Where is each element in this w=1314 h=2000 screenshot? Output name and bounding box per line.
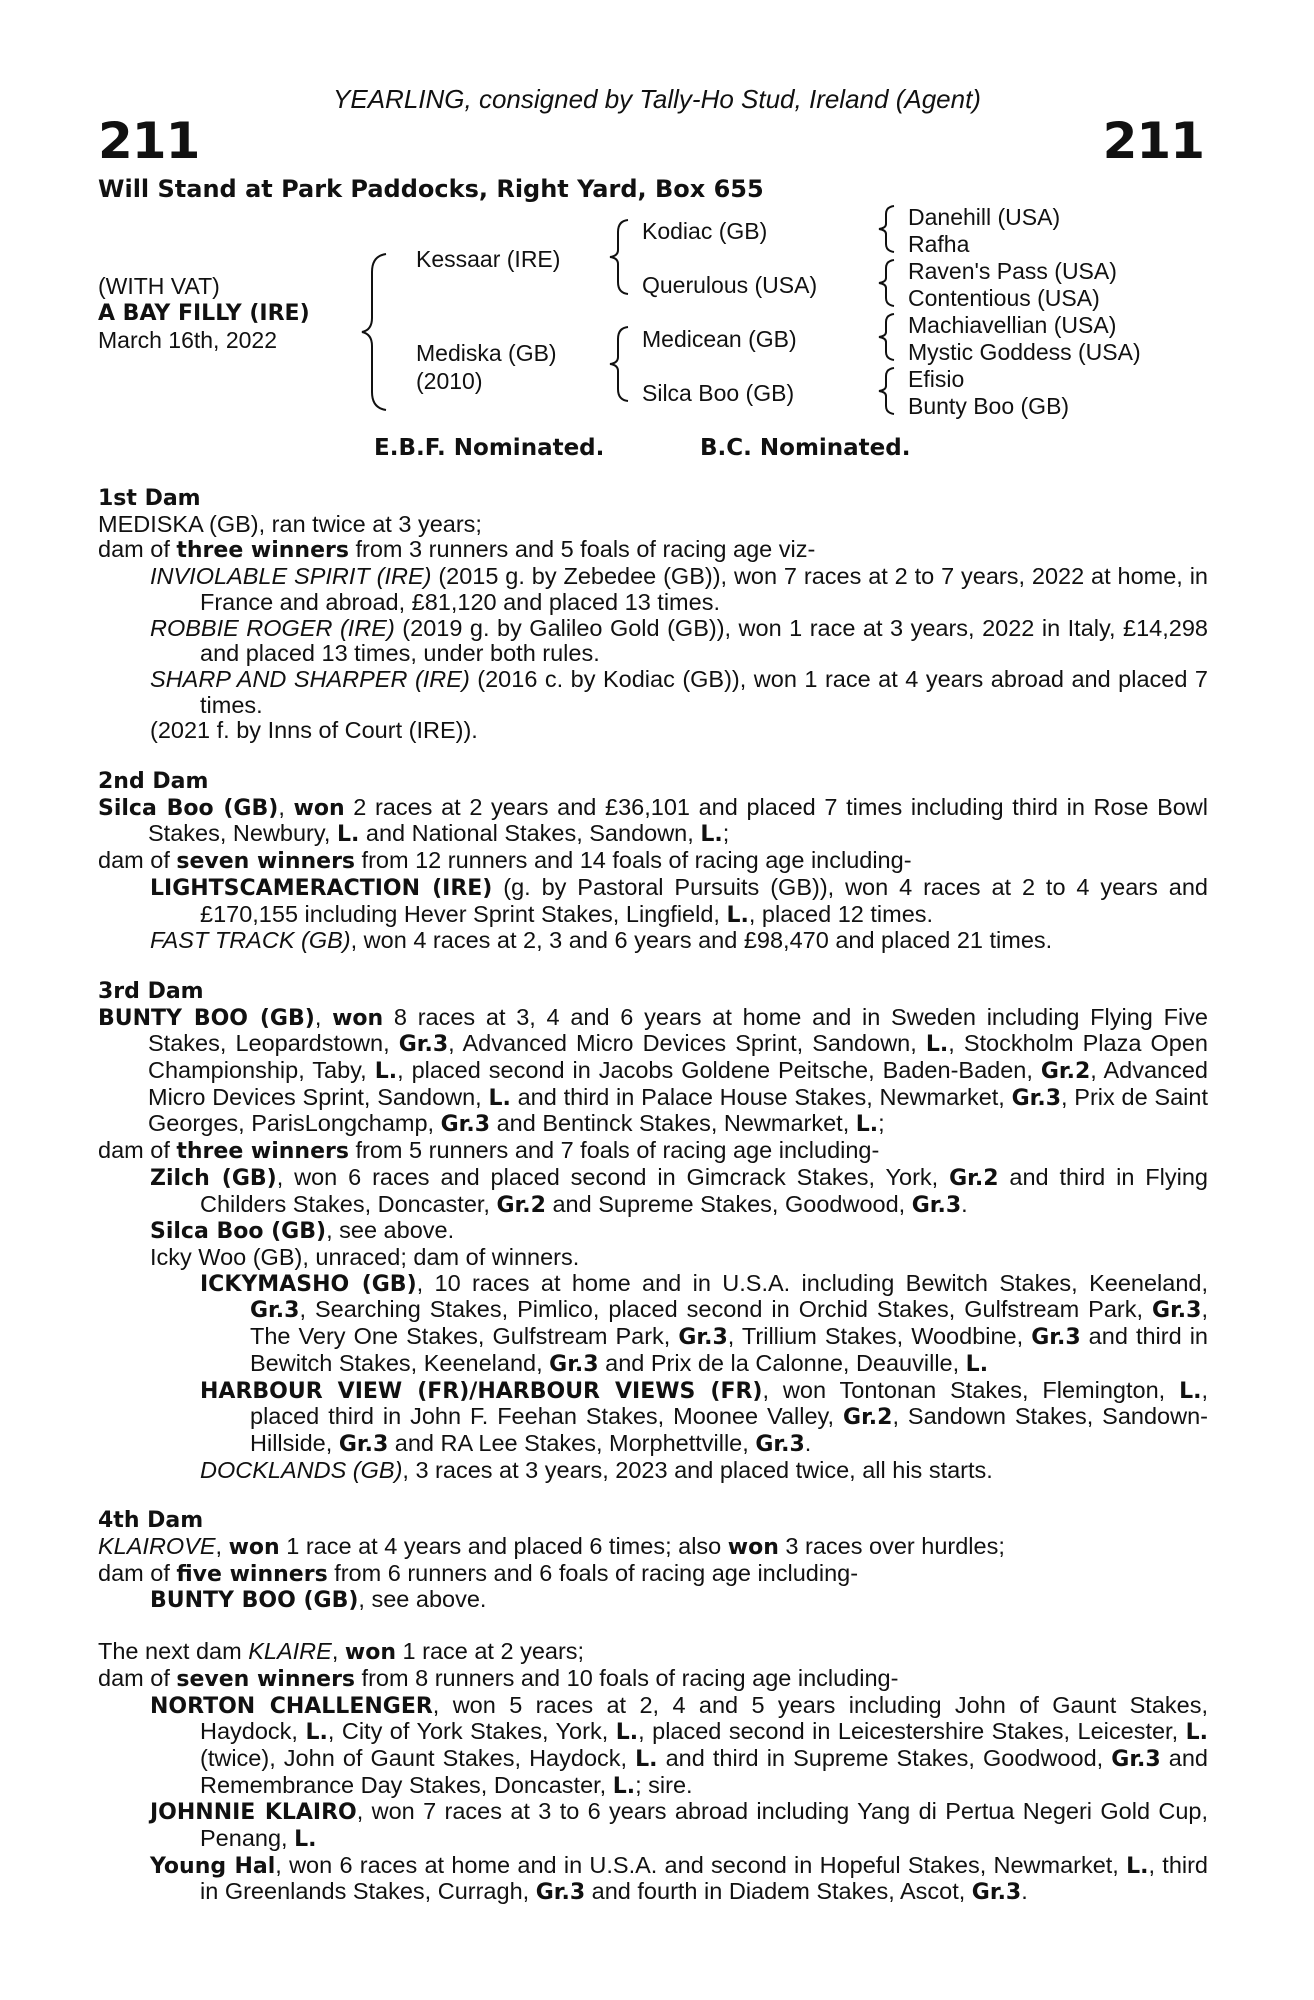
nextdam-produce: NORTON CHALLENGER, won 5 races at 2, 4 and 5 years including John of Gaunt Stakes, Haydock, L., City of York Stakes, York, L., placed second in Leicestershire Stakes, Leicester, L. (twice), John of Gaunt Stakes, Haydock, L. and third in Supreme Stakes, Goodwood, Gr.3 and Remembrance Day Stakes, Doncaster, L.; sire. bbox=[150, 1691, 1209, 1799]
nextdam-produce: Young Hal, won 6 races at home and in U.S.A. and second in Hopeful Stakes, Newmarket, L., third in Greenlands Stakes, Curragh, Gr.3 and fourth in Diadem Stakes, Ascot, Gr.3. bbox=[150, 1851, 1208, 1906]
vat-note: (WITH VAT) bbox=[98, 273, 220, 299]
bc-nomination: B.C. Nominated. bbox=[700, 435, 911, 461]
pedigree-brace-sire bbox=[608, 218, 632, 296]
pedigree-dam-year: (2010) bbox=[416, 368, 483, 394]
pedigree-sds: Raven's Pass (USA) bbox=[908, 258, 1117, 284]
dam1-produce: ROBBIE ROGER (IRE) (2019 g. by Galileo Gold (GB)), won 1 race at 3 years, 2022 in Italy, £14,298 and placed 13 times, under both rules. bbox=[150, 614, 1208, 667]
dam1-produce: SHARP AND SHARPER (IRE) (2016 c. by Kodiac (GB)), won 1 race at 4 years abroad and placed 7 times. bbox=[150, 665, 1208, 718]
dam2-heading: 2nd Dam bbox=[98, 769, 209, 795]
dam3-grandproduce: HARBOUR VIEW (FR)/HARBOUR VIEWS (FR), won Tontonan Stakes, Flemington, L., placed third in John F. Feehan Stakes, Moonee Valley, Gr.2, Sandown Stakes, Sandown-Hillside, Gr.3 and RA Lee Stakes, Morphettville, Gr.3. bbox=[200, 1376, 1208, 1457]
pedigree-brace-dam bbox=[608, 325, 632, 403]
pedigree-sdd: Contentious (USA) bbox=[908, 285, 1100, 311]
pedigree-brace-sd bbox=[876, 258, 898, 308]
dam3-produce: Icky Woo (GB), unraced; dam of winners. bbox=[150, 1243, 580, 1270]
dam1-heading: 1st Dam bbox=[98, 486, 201, 511]
pedigree-ss: Kodiac (GB) bbox=[642, 218, 768, 244]
pedigree-dds: Efisio bbox=[908, 366, 965, 392]
pedigree-dsd: Mystic Goddess (USA) bbox=[908, 339, 1141, 365]
dam3-grandproduce: DOCKLANDS (GB), 3 races at 3 years, 2023 and placed twice, all his starts. bbox=[200, 1456, 993, 1483]
pedigree-sire: Kessaar (IRE) bbox=[416, 246, 561, 272]
pedigree-dd: Silca Boo (GB) bbox=[642, 380, 795, 406]
pedigree-ddd: Bunty Boo (GB) bbox=[908, 393, 1070, 419]
dam3-grandproduce: ICKYMASHO (GB), 10 races at home and in U.S.A. including Bewitch Stakes, Keeneland, Gr.3, Searching Stakes, Pimlico, placed second in Orchid Stakes, Gulfstream Park, Gr.3, The Very One Stakes, Gulfstream Park, Gr.3, Trillium Stakes, Woodbine, Gr.3 and third in Bewitch Stakes, Keeneland, Gr.3 and Prix de la Calonne, Deauville, L. bbox=[200, 1269, 1208, 1377]
nextdam-line: dam of seven winners from 8 runners and 10 foals of racing age including- bbox=[98, 1664, 899, 1692]
dam3-line: dam of three winners from 5 runners and 7 foals of racing age including- bbox=[98, 1137, 880, 1165]
horse-dob: March 16th, 2022 bbox=[98, 327, 278, 353]
pedigree-brace-dd bbox=[876, 366, 898, 416]
pedigree-sd: Querulous (USA) bbox=[642, 272, 818, 298]
dam3-produce: Silca Boo (GB), see above. bbox=[150, 1217, 455, 1245]
pedigree-brace-ss bbox=[876, 204, 898, 254]
dam3-produce: Zilch (GB), won 6 races and placed second in Gimcrack Stakes, York, Gr.2 and third in Flying Childers Stakes, Doncaster, Gr.2 and Supreme Stakes, Goodwood, Gr.3. bbox=[150, 1163, 1208, 1218]
dam4-heading: 4th Dam bbox=[98, 1508, 204, 1534]
lot-number-left: 211 bbox=[98, 112, 200, 170]
nextdam-produce: JOHNNIE KLAIRO, won 7 races at 3 to 6 years abroad including Yang di Pertua Negeri Gold Cup, Penang, L. bbox=[150, 1798, 1209, 1853]
dam4-line: KLAIROVE, won 1 race at 4 years and placed 6 times; also won 3 races over hurdles; bbox=[98, 1533, 1005, 1561]
pedigree-dam: Mediska (GB) bbox=[416, 340, 557, 366]
pedigree-ssd: Rafha bbox=[908, 231, 970, 257]
dam2-produce: LIGHTSCAMERACTION (IRE) (g. by Pastoral Pursuits (GB)), won 4 races at 2 to 4 years and £170,155 including Hever Sprint Stakes, Lingfield, L., placed 12 times. bbox=[150, 873, 1208, 928]
pedigree-ds: Medicean (GB) bbox=[642, 326, 797, 352]
pedigree-dss: Machiavellian (USA) bbox=[908, 312, 1117, 338]
dam1-line: dam of three winners from 3 runners and 5 foals of racing age viz- bbox=[98, 536, 816, 564]
dam1-line: MEDISKA (GB), ran twice at 3 years; bbox=[98, 510, 482, 537]
stand-location: Will Stand at Park Paddocks, Right Yard, Box 655 bbox=[98, 175, 764, 203]
dam3-heading: 3rd Dam bbox=[98, 978, 204, 1004]
horse-name: A BAY FILLY (IRE) bbox=[98, 301, 310, 326]
nextdam-line: The next dam KLAIRE, won 1 race at 2 years; bbox=[98, 1638, 585, 1666]
dam4-produce: BUNTY BOO (GB), see above. bbox=[150, 1586, 487, 1614]
dam4-line: dam of five winners from 6 runners and 6 foals of racing age including- bbox=[98, 1559, 859, 1587]
pedigree-sss: Danehill (USA) bbox=[908, 204, 1061, 230]
catalogue-subtitle: YEARLING, consigned by Tally-Ho Stud, Ireland (Agent) bbox=[333, 84, 981, 114]
pedigree-brace-main bbox=[360, 252, 390, 412]
family-body bbox=[98, 486, 1208, 1906]
dam2-line: dam of seven winners from 12 runners and 14 foals of racing age including- bbox=[98, 847, 912, 875]
lot-number-right: 211 bbox=[1102, 112, 1204, 170]
dam2-produce: FAST TRACK (GB), won 4 races at 2, 3 and 6 years and £98,470 and placed 21 times. bbox=[150, 927, 1053, 954]
dam1-produce: (2021 f. by Inns of Court (IRE)). bbox=[150, 717, 478, 744]
pedigree-brace-ds bbox=[876, 312, 898, 362]
dam1-produce: INVIOLABLE SPIRIT (IRE) (2015 g. by Zebedee (GB)), won 7 races at 2 to 7 years, 2022 at home, in France and abroad, £81,120 and placed 13 times. bbox=[150, 563, 1208, 615]
ebf-nomination: E.B.F. Nominated. bbox=[374, 435, 605, 461]
dam2-line: Silca Boo (GB), won 2 races at 2 years and £36,101 and placed 7 times including third in Rose Bowl Stakes, Newbury, L. and National Stakes, Sandown, L.; bbox=[98, 793, 1209, 848]
dam3-line: BUNTY BOO (GB), won 8 races at 3, 4 and 6 years at home and in Sweden including Flying Five Stakes, Leopardstown, Gr.3, Advanced Micro Devices Sprint, Sandown, L., Stockholm Plaza Open Championship, Taby, L., placed second in Jacobs Goldene Peitsche, Baden-Baden, Gr.2, Advanced Micro Devices Sprint, Sandown, L. and third in Palace House Stakes, Newmarket, Gr.3, Prix de Saint Georges, ParisLongchamp, Gr.3 and Bentinck Stakes, Newmarket, L.; bbox=[98, 1003, 1208, 1138]
